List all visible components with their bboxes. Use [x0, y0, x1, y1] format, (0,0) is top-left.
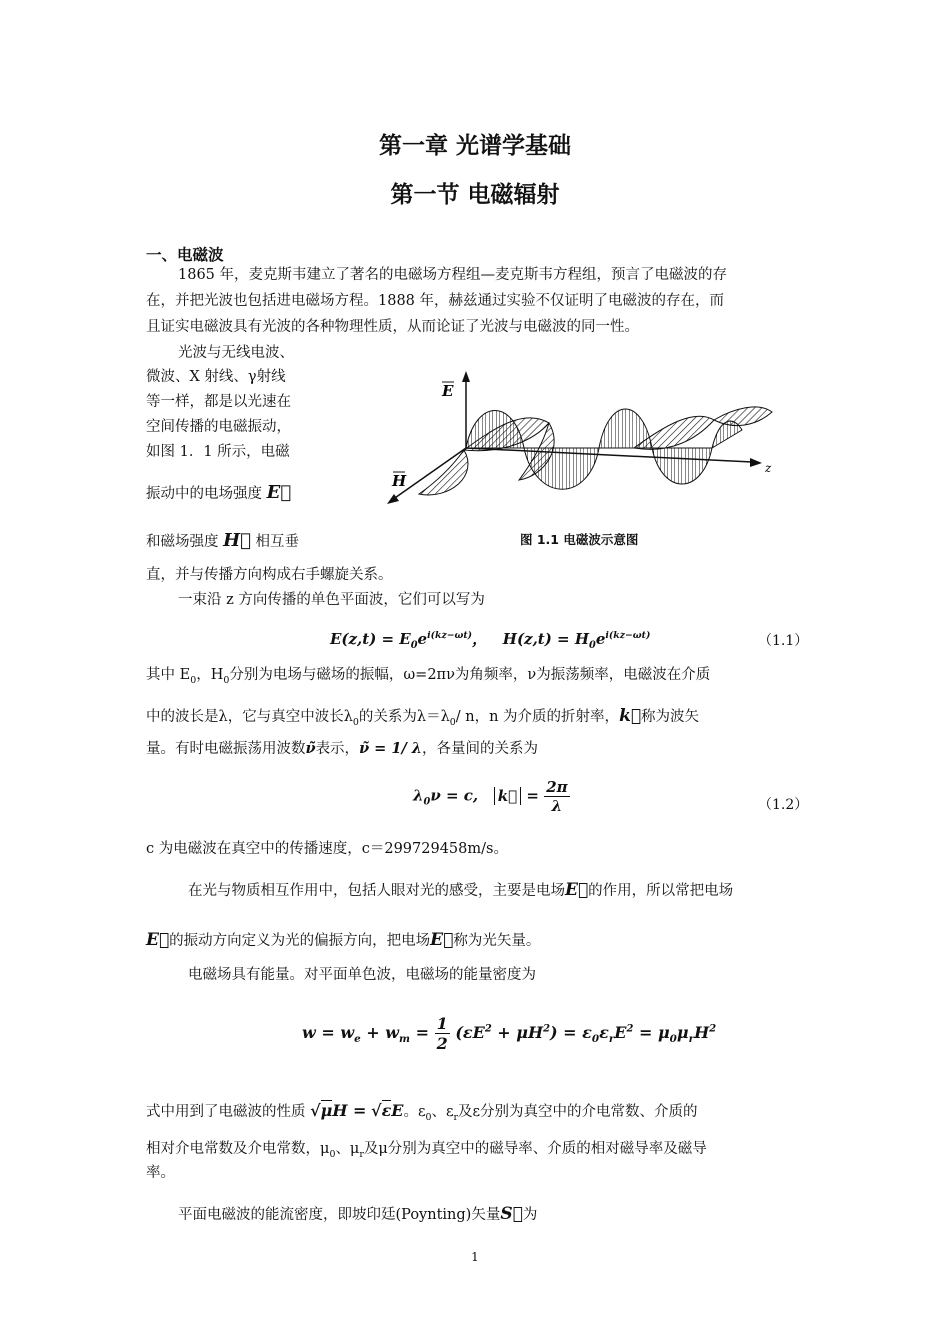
side-line-4: 空间传播的电磁振动，: [146, 419, 291, 435]
eq2-equals: =: [526, 786, 539, 805]
eq3-paren: (εE: [455, 1023, 485, 1042]
side-line-6-text: 振动中的电场强度: [146, 486, 262, 502]
intro-line-3: 且证实电磁波具有光波的各种物理性质，从而论证了光波与电磁波的同一性。: [146, 319, 639, 335]
z-axis-arrow: [750, 458, 762, 467]
med1-subr: r: [453, 1111, 459, 1123]
eq1-h-sub: 0: [589, 640, 596, 651]
section-title: 第一节 电磁辐射: [390, 182, 560, 208]
equation-1-1-number: （1.1）: [758, 633, 809, 649]
eq1-e-lhs: E(z,t) = E: [330, 630, 411, 648]
label-h: H: [392, 472, 407, 490]
amp-text-a: 其中 E: [146, 667, 191, 683]
e-axis-arrow: [462, 371, 470, 382]
polarization-line-2: [146, 932, 540, 949]
med2-text-c: 及μ分别为真空中的磁导率、介质的相对磁导率及磁导: [363, 1141, 707, 1157]
eq3-mu: = μ: [633, 1023, 670, 1042]
medium-line-1: [146, 1103, 698, 1122]
vector-e-symbol: E⃗: [266, 482, 292, 503]
pol1-text-a: 在光与物质相互作用中，包括人眼对光的感受，主要是电场: [188, 883, 565, 899]
amplitude-line: [146, 668, 710, 685]
amp-e-sub: 0: [190, 674, 197, 686]
eq3-sq-2: 2: [543, 1023, 550, 1035]
wl-text-b: 的关系为λ＝λ: [358, 709, 450, 725]
amp-text-b: ，H: [196, 667, 224, 683]
side-line-3: 等一样，都是以光速在: [146, 394, 291, 410]
eq3-mu0-sub: 0: [669, 1033, 677, 1046]
eq3-mur: μ: [676, 1023, 689, 1042]
eq2-numerator: 2π: [546, 778, 568, 796]
eq3-w: w = w: [302, 1023, 355, 1042]
wn-text-d: ，各量间的关系为: [421, 741, 538, 757]
eq2-lambda-sub: 0: [423, 796, 431, 808]
wl-text-d: 称为波矢: [641, 709, 700, 725]
pol1-e-symbol: E: [565, 880, 589, 900]
energy-density-equation: [302, 1014, 716, 1053]
wavenumber-definition: ν̃ = 1/ λ: [359, 740, 422, 757]
wavelength-line: [146, 708, 699, 727]
poynting-line: [178, 1206, 537, 1223]
eq3-e: E: [614, 1023, 627, 1042]
after-figure-line: 直，并与传播方向构成右手螺旋关系。: [146, 567, 393, 583]
eq3-we-sub: e: [354, 1033, 361, 1046]
med2-sub0: 0: [329, 1148, 336, 1160]
speed-of-light-line: c 为电磁波在真空中的传播速度，c＝299729458m/s。: [146, 841, 508, 857]
subsection-title: 一、电磁波: [146, 246, 224, 264]
eq2-rest: ν = c,: [430, 786, 479, 805]
poynting-s-symbol: S: [500, 1204, 523, 1224]
side-line-6: [146, 484, 291, 502]
med1-text-a: 式中用到了电磁波的性质: [146, 1104, 306, 1120]
amp-text-c: 分别为电场与磁场的振幅，ω=2πν为角频率，ν为振荡频率，电磁波在介质: [229, 667, 711, 683]
eq1-e-sub: 0: [410, 640, 418, 651]
eq3-mid: + μH: [491, 1023, 544, 1042]
eq1-h-base: e: [595, 630, 606, 648]
side-line-7-text: 和磁场强度: [146, 534, 219, 550]
amp-h-sub: 0: [223, 674, 230, 686]
eq3-sq-4: 2: [709, 1023, 717, 1035]
eq3-sq-3: 2: [626, 1023, 634, 1035]
wl-sub-1: 0: [352, 716, 359, 728]
med1-text-d: 及ε分别为真空中的介电常数、介质的: [458, 1104, 698, 1120]
chapter-title: 第一章 光谱学基础: [378, 133, 571, 159]
med2-text-b: 、μ: [335, 1141, 360, 1157]
wavenumber-line: [146, 742, 538, 757]
wn-text-a: 量。有时电磁振荡用波数: [146, 741, 306, 757]
med1-sub0: 0: [425, 1111, 432, 1123]
figure-caption: 图 1.1 电磁波示意图: [520, 532, 639, 547]
em-wave-figure: [384, 368, 784, 516]
label-e: E: [442, 382, 454, 400]
eq3-sq-1: 2: [484, 1023, 492, 1035]
wl-text-a: 中的波长是λ，它与真空中波长λ: [146, 709, 353, 725]
equation-1-2: [413, 778, 570, 815]
pol1-text-b: 的作用，所以常把电场: [588, 883, 734, 899]
poynting-text-a: 平面电磁波的能流密度，即坡印廷(Poynting)矢量: [178, 1207, 501, 1223]
med1-text-c: 、ε: [431, 1104, 454, 1120]
page-number: 1: [471, 1250, 479, 1264]
side-line-2: 微波、X 射线、γ射线: [146, 369, 286, 385]
eq1-h-exp: i(kz−ωt): [605, 630, 651, 641]
label-z: z: [765, 461, 772, 475]
equation-1-2-number: （1.2）: [758, 797, 809, 813]
wl-text-c: / n，n 为介质的折射率，: [455, 709, 620, 725]
energy-density-line: 电磁场具有能量。对平面单色波，电磁场的能量密度为: [188, 967, 536, 983]
eq1-sep: ，: [472, 630, 488, 648]
eq2-denominator: λ: [551, 797, 563, 815]
pol2-e-symbol-2: E: [430, 930, 454, 950]
eq3-equals: =: [410, 1023, 435, 1042]
eq1-e-exp: i(kz−ωt): [427, 630, 473, 641]
side-line-7: [146, 532, 299, 550]
pol2-text-a: 的振动方向定义为光的偏振方向，把电场: [169, 933, 431, 949]
eq3-epsr-sub: r: [608, 1033, 615, 1046]
eq3-plus: + w: [360, 1023, 400, 1042]
side-line-7-tail: 相互垂: [255, 534, 300, 550]
eq2-k-magnitude: k: [494, 787, 521, 805]
eq3-fraction: [435, 1014, 450, 1053]
equation-1-1: [330, 628, 650, 651]
eq3-h: H: [694, 1023, 710, 1042]
medium-line-3: 率。: [146, 1165, 175, 1181]
eq2-fraction: [544, 778, 569, 815]
wl-sub-2: 0: [449, 716, 456, 728]
eq2-lambda: λ: [413, 786, 424, 805]
side-line-1: 光波与无线电波、: [178, 345, 294, 361]
med1-h-equals: H =: [332, 1101, 367, 1120]
eq3-eps0-sub: 0: [591, 1033, 600, 1046]
wavenumber-symbol: ν̃: [305, 740, 316, 757]
eq3-wm-sub: m: [399, 1033, 411, 1046]
eq3-close: ) = ε: [550, 1023, 592, 1042]
wn-text-b: 表示，: [315, 741, 360, 757]
eq3-epsr: ε: [599, 1023, 609, 1042]
intro-line-2: 在，并把光波也包括进电磁场方程。1888 年，赫兹通过实验不仅证明了电磁波的存在，而: [146, 293, 725, 309]
polarization-line-1: [188, 882, 733, 899]
eq3-mur-sub: r: [688, 1033, 695, 1046]
sqrt-mu-expression: √μ: [310, 1101, 333, 1120]
med1-text-b: 。ε: [403, 1104, 426, 1120]
eq3-numerator: 1: [436, 1014, 448, 1033]
sqrt-eps-expression: √ε: [371, 1101, 392, 1120]
wave-vector-k-symbol: k: [619, 706, 642, 726]
pol2-text-b: 称为光矢量。: [453, 933, 541, 949]
eq1-e-base: e: [417, 630, 428, 648]
poynting-text-b: 为: [522, 1207, 538, 1223]
med1-e: E: [391, 1101, 404, 1120]
plane-wave-intro: 一束沿 z 方向传播的单色平面波，它们可以写为: [178, 592, 485, 608]
intro-line-1: 1865 年，麦克斯韦建立了著名的电磁场方程组—麦克斯韦方程组，预言了电磁波的存: [178, 267, 728, 283]
eq3-denominator: 2: [436, 1034, 448, 1053]
medium-line-2: [146, 1142, 707, 1159]
eq1-h-lhs: H(z,t) = H: [502, 630, 590, 648]
pol2-e-symbol: E: [146, 930, 170, 950]
vector-h-symbol: H⃗: [223, 530, 251, 551]
med2-text-a: 相对介电常数及介电常数，μ: [146, 1141, 330, 1157]
med2-subr: r: [359, 1148, 364, 1160]
side-line-5: 如图 1．1 所示，电磁: [146, 444, 290, 460]
